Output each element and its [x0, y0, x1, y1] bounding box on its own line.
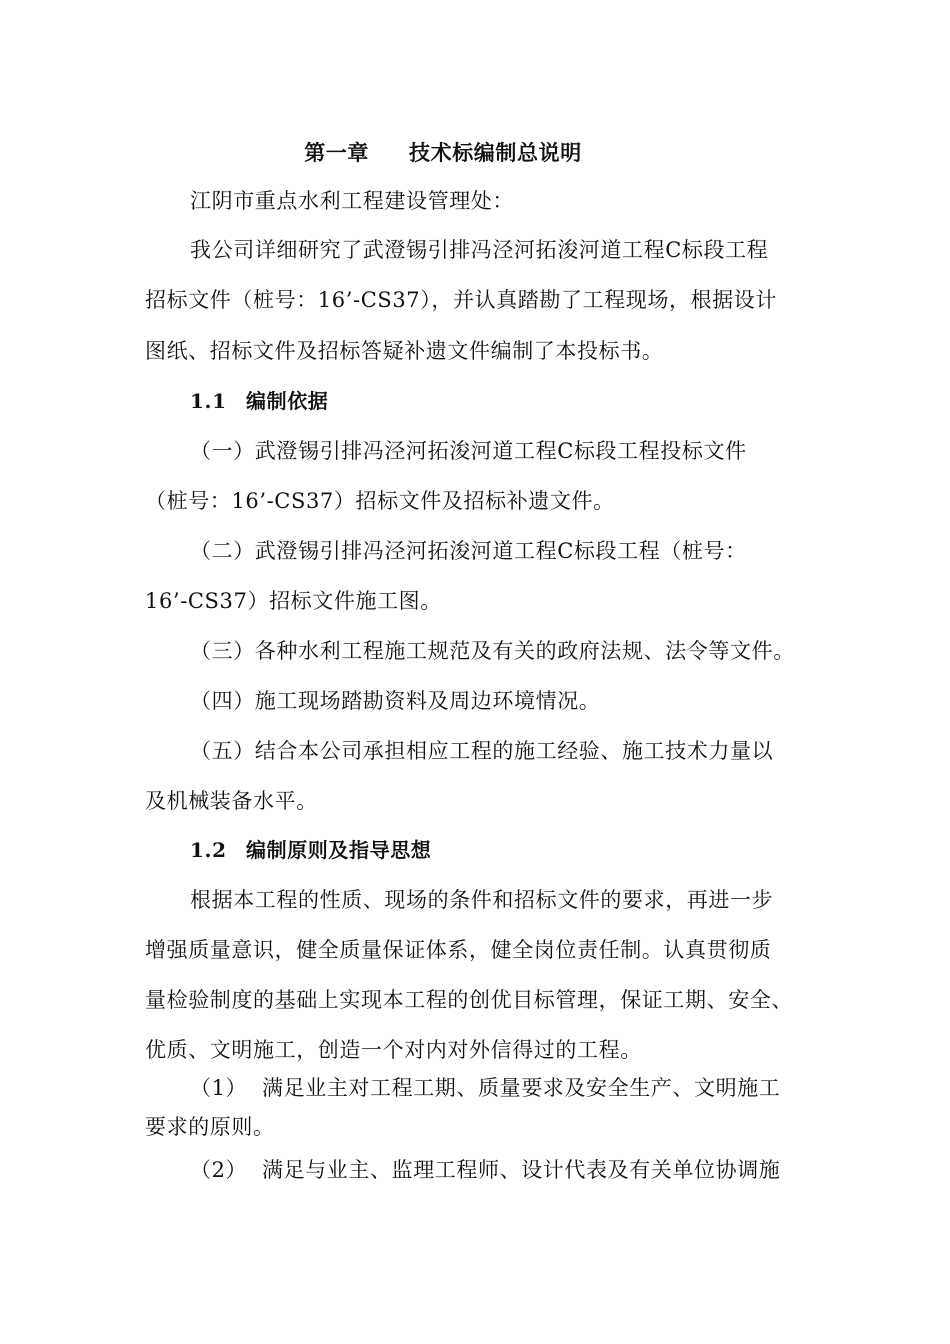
principle-1-text: 满足业主对工程工期、质量要求及安全生产、文明施工 [262, 1076, 781, 1100]
principles-para-line-4: 优质、文明施工，创造一个对内对外信得过的工程。 [145, 1038, 642, 1062]
principle-1-number: （1） [190, 1076, 248, 1100]
intro-line-1: 我公司详细研究了武澄锡引排冯泾河拓浚河道工程C标段工程 [190, 238, 769, 262]
principle-2-number: （2） [190, 1158, 248, 1182]
principle-2-line-1 [190, 1155, 810, 1185]
basis-item-1-line-1: （一）武澄锡引排冯泾河拓浚河道工程C标段工程投标文件 [190, 439, 747, 463]
basis-item-3: （三）各种水利工程施工规范及有关的政府法规、法令等文件。 [190, 639, 795, 663]
section-1-1-title: 编制依据 [246, 389, 329, 413]
basis-item-2-line-2: 16’-CS37）招标文件施工图。 [145, 589, 442, 613]
chapter-heading-text: 技术标编制总说明 [409, 140, 582, 165]
basis-item-5-line-2: 及机械装备水平。 [145, 789, 318, 813]
basis-item-4: （四）施工现场踏勘资料及周边环境情况。 [190, 689, 601, 713]
basis-item-1-line-2: （桩号：16’-CS37）招标文件及招标补遗文件。 [145, 489, 615, 513]
basis-item-2-line-1: （二）武澄锡引排冯泾河拓浚河道工程C标段工程（桩号： [190, 539, 747, 563]
principle-1-line-2: 要求的原则。 [145, 1115, 275, 1139]
intro-line-3: 图纸、招标文件及招标答疑补遗文件编制了本投标书。 [145, 339, 664, 363]
principle-1-line-1 [190, 1073, 810, 1103]
intro-line-2: 招标文件（桩号：16’-CS37），并认真踏勘了工程现场，根据设计 [145, 288, 777, 312]
section-1-1-number: 1.1 [190, 389, 227, 413]
principles-para-line-2: 增强质量意识，健全质量保证体系，健全岗位责任制。认真贯彻质 [145, 938, 772, 962]
chapter-number: 第一章 [304, 140, 369, 165]
section-1-2-heading [190, 835, 810, 865]
principles-para-line-3: 量检验制度的基础上实现本工程的创优目标管理，保证工期、安全、 [145, 988, 793, 1012]
principles-para-line-1: 根据本工程的性质、现场的条件和招标文件的要求，再进一步 [190, 888, 774, 912]
section-1-1-heading [190, 386, 810, 416]
principle-2-text: 满足与业主、监理工程师、设计代表及有关单位协调施 [262, 1158, 781, 1182]
chapter-title [0, 137, 950, 167]
section-1-2-title: 编制原则及指导思想 [246, 838, 432, 862]
section-1-2-number: 1.2 [190, 838, 227, 862]
salutation: 江阴市重点水利工程建设管理处： [190, 189, 514, 213]
basis-item-5-line-1: （五）结合本公司承担相应工程的施工经验、施工技术力量以 [190, 739, 774, 763]
